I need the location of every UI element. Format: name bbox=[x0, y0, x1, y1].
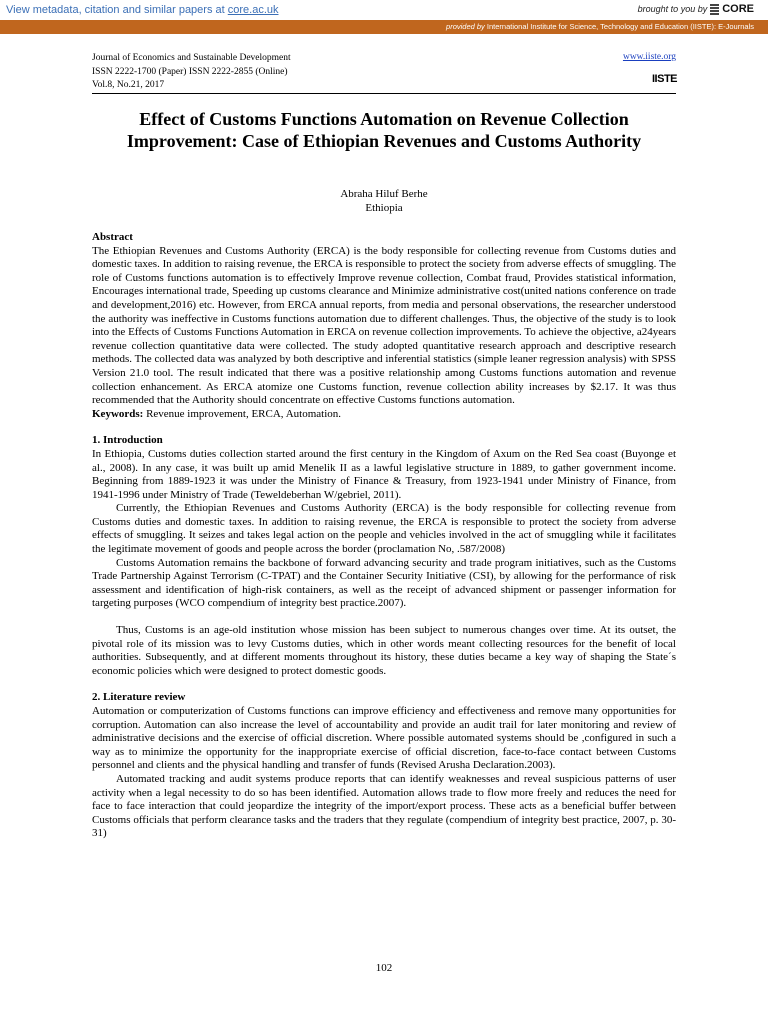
iiste-logo: IISTE bbox=[652, 73, 678, 85]
literature-paragraph-2: Automated tracking and audit systems produce reports that can identify weaknesses and reveal suspicious patterns of user activity when a legal necessity to do so has been identified. Automation allows trade to flow more freely and reduces the need for face to face interaction that could jeopardize the integrity of the import/export process. These acts as a beneficial buffer between Customs officials that perform clearance tasks and the traders that they regulate (compendium of integrity best practice, 2007, p. 30-31) bbox=[92, 772, 676, 840]
core-logo-icon bbox=[710, 4, 719, 15]
abstract-heading: Abstract bbox=[92, 231, 133, 243]
keywords-line bbox=[92, 408, 676, 422]
introduction-paragraph-3: Customs Automation remains the backbone of forward advancing security and trade program initiatives, such as the Customs Trade Partnership Against Terrorism (C-TPAT) and the Container Security Initiative (CSI), by allowing for the performance of risk assessment and identification of high-risk containers, as well as the receipt of advanced shipment or passenger information for targeting purposes (WCO compendium of integrity best practice.2007). bbox=[92, 556, 676, 610]
introduction-paragraph-1: In Ethiopia, Customs duties collection started around the first century in the Kingdom of Axum on the Red Sea coast (Buyonge et al., 2008). In any case, it was built up amid Menelik II as a lawful legislative structure in 1889, to gather government income. Beginning from 1889-1923 it was under the Ministry of Finance & Treasury, from 1923-1941 under Ministry of Finance, from 1941-1996 under Ministry of Trade (Teweldeberhan W/gebriel, 2011). bbox=[92, 447, 676, 501]
author-name: Abraha Hiluf Berhe bbox=[340, 188, 428, 200]
journal-issn: ISSN 2222-1700 (Paper) ISSN 2222-2855 (Online) bbox=[92, 66, 288, 77]
author-block bbox=[92, 187, 676, 215]
journal-website-block bbox=[623, 52, 676, 62]
provided-by-text: International Institute for Science, Technology and Education (IISTE): E-Journals bbox=[484, 22, 754, 31]
author-affiliation: Ethiopia bbox=[365, 202, 403, 214]
brought-to-you-label: brought to you by bbox=[637, 4, 708, 14]
core-metadata-label: View metadata, citation and similar papers at bbox=[6, 4, 228, 16]
core-banner bbox=[0, 0, 768, 20]
keywords-label: Keywords: bbox=[92, 407, 144, 420]
core-metadata-text bbox=[6, 4, 279, 16]
header-divider bbox=[92, 93, 676, 94]
literature-heading: 2. Literature review bbox=[92, 691, 186, 704]
paper-title: Effect of Customs Functions Automation on Revenue Collection Improvement: Case of Ethiopian Revenues and Customs Authority bbox=[126, 109, 642, 151]
journal-volume: Vol.8, No.21, 2017 bbox=[92, 80, 165, 90]
literature-paragraph-1: Automation or computerization of Customs functions can improve efficiency and effectiveness and remove many opportunities for corruption. Automation can also increase the level of accountability and provide an audit trail for later monitoring and review of administrative decisions and the exercise of official discretion. Where possible automated systems should be ,configured in such a way as to minimize the opportunity for the inappropriate exercise of official discretion, face-to-face contact between Customs personnel and clients and the physical handling and transfer of funds (Revised Arusha Declaration.2003). bbox=[92, 705, 676, 772]
introduction-heading: 1. Introduction bbox=[92, 434, 163, 447]
abstract-text: The Ethiopian Revenues and Customs Authority (ERCA) is the body responsible for collecting revenue from Customs duties and domestic taxes. In addition to raising revenue, the ERCA is responsible to protect the society from adverse effects of smuggling. The role of Customs functions automation is to effectively Improve revenue collection, Combat fraud, Provides statistical information, Encourages international trade, Speeding up customs clearance and Minimize administrative cost(united nations conference on trade and development,2016) etc. However, from ERCA annual reports, from media and personal observations, the researcher understood the authority was ineffective in Customs functions automation due to different challenges. Thus, the objective of the study is to look into the Effects of Customs Functions Automation in ERCA on revenue collection improvements. To achieve the objective, a24years revenue collection quantitative data were collected. The study adopted quantitative research approach and descriptive research methods. The collected data was analyzed by both descriptive and inferential statistics (simple leaner regression analysis) with SPSS Version 21.0 tool. The result indicated that there was a positive relationship among Customs functions automation and revenue collection enhancement. As ERCA atomize one Customs function, revenue collection ability increases by $2.17. It was thus recommended that the Authority should concentrate on effective Customs functions automation. bbox=[92, 244, 676, 407]
provided-by-prefix: provided by bbox=[446, 22, 485, 31]
core-label: CORE bbox=[722, 3, 754, 15]
keywords-value: Revenue improvement, ERCA, Automation. bbox=[143, 407, 341, 420]
introduction-paragraph-2: Currently, the Ethiopian Revenues and Customs Authority (ERCA) is the body responsible for collecting revenue from Customs duties and domestic taxes. In addition to raising revenue, the ERCA is responsible to protect the society from adverse effects of smuggling. It seizes and takes legal action on the people and vehicles involved in the act of smuggling while it facilitates the legitimate movement of goods and people across the border (proclamation No, .587/2008) bbox=[92, 502, 676, 556]
core-brought-to-you[interactable] bbox=[638, 3, 754, 15]
provided-by-bar bbox=[0, 20, 768, 34]
journal-name: Journal of Economics and Sustainable Development bbox=[92, 53, 291, 63]
introduction-paragraph-4: Thus, Customs is an age-old institution whose mission has been subject to numerous changes over time. At its outset, the pivotal role of its mission was to levy Customs duties, which in other words meant collecting resources for the benefit of local authorities. Subsequently, and at different moments throughout its history, these duties became a key way of shaping the State´s economic policies which were designed to protect domestic goods. bbox=[92, 624, 676, 677]
page-number: 102 bbox=[375, 962, 393, 974]
paper-body bbox=[92, 231, 676, 841]
journal-header bbox=[92, 52, 291, 93]
core-link[interactable]: core.ac.uk bbox=[227, 4, 279, 16]
journal-website-link[interactable]: www.iiste.org bbox=[622, 52, 676, 62]
